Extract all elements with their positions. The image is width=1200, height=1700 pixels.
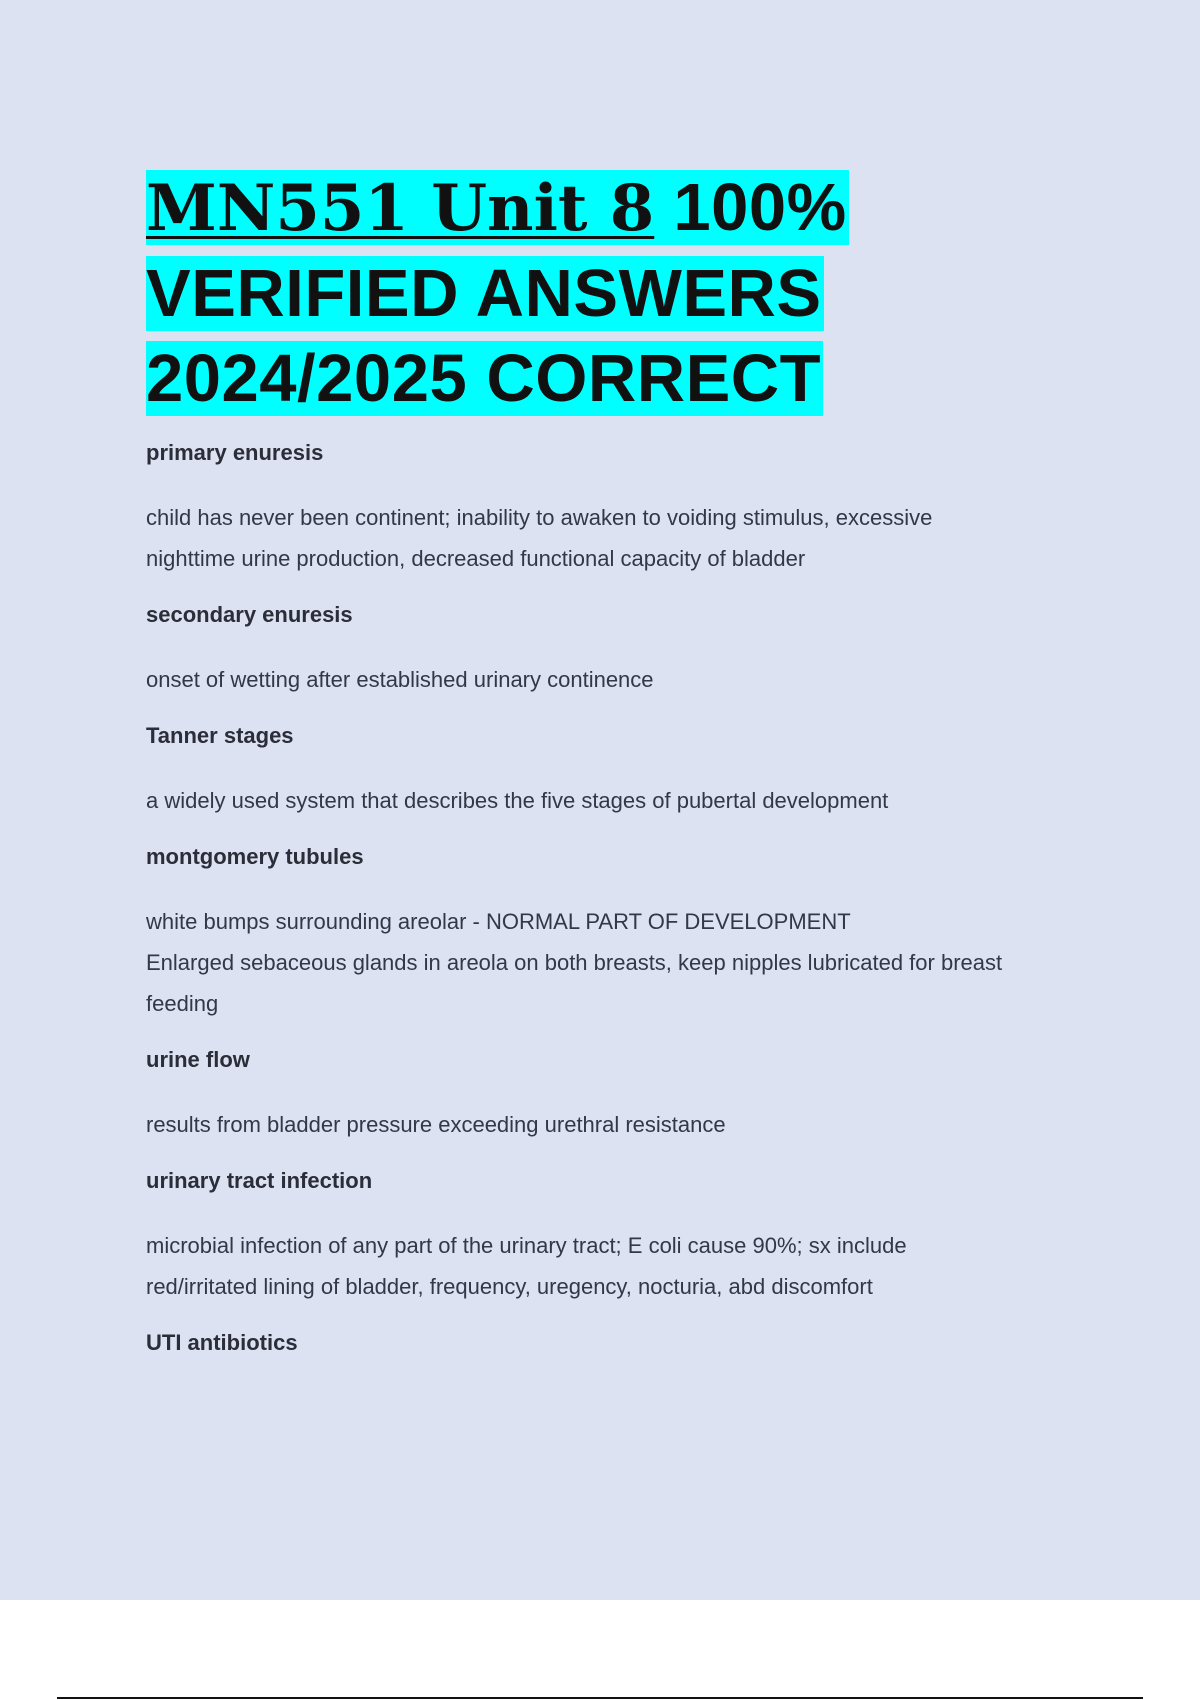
definition-line: feeding <box>146 991 219 1016</box>
definition-line: results from bladder pressure exceeding urethral resistance <box>146 1112 726 1137</box>
term: urinary tract infection <box>146 1168 373 1193</box>
definition-line: a widely used system that describes the five stages of pubertal development <box>146 788 889 813</box>
qa-item <box>146 1046 1106 1145</box>
document-title <box>146 165 1106 421</box>
page-content <box>146 165 1106 1387</box>
definition-line: nighttime urine production, decreased functional capacity of bladder <box>146 546 806 571</box>
title-line2: VERIFIED ANSWERS <box>146 256 822 331</box>
definition <box>146 497 1106 579</box>
qa-item <box>146 1167 1106 1307</box>
qa-item <box>146 439 1106 579</box>
qa-list <box>146 439 1106 1357</box>
term: montgomery tubules <box>146 844 364 869</box>
definition <box>146 1104 1106 1145</box>
definition-line: child has never been continent; inability to awaken to voiding stimulus, excessive <box>146 505 933 530</box>
definition-line: microbial infection of any part of the urinary tract; E coli cause 90%; sx include <box>146 1233 907 1258</box>
term: Tanner stages <box>146 723 294 748</box>
term: UTI antibiotics <box>146 1330 298 1355</box>
definition-line: Enlarged sebaceous glands in areola on both breasts, keep nipples lubricated for breast <box>146 950 1003 975</box>
qa-item <box>146 601 1106 700</box>
definition-line: red/irritated lining of bladder, frequency, uregency, nocturia, abd discomfort <box>146 1274 873 1299</box>
qa-item <box>146 843 1106 1024</box>
definition <box>146 780 1106 821</box>
title-line3: 2024/2025 CORRECT <box>146 341 822 416</box>
definition <box>146 659 1106 700</box>
term: primary enuresis <box>146 440 324 465</box>
term: secondary enuresis <box>146 602 353 627</box>
title-highlight <box>146 170 849 416</box>
term: urine flow <box>146 1047 250 1072</box>
definition-line: onset of wetting after established urinary continence <box>146 667 654 692</box>
qa-item <box>146 722 1106 821</box>
definition-line: white bumps surrounding areolar - NORMAL PART OF DEVELOPMENT <box>146 909 851 934</box>
qa-item <box>146 1329 1106 1357</box>
course-code: MN551 Unit 8 <box>146 171 655 246</box>
footer-divider <box>57 1697 1143 1699</box>
definition <box>146 901 1106 1024</box>
definition <box>146 1225 1106 1307</box>
title-line1-rest: 100% <box>654 170 847 245</box>
